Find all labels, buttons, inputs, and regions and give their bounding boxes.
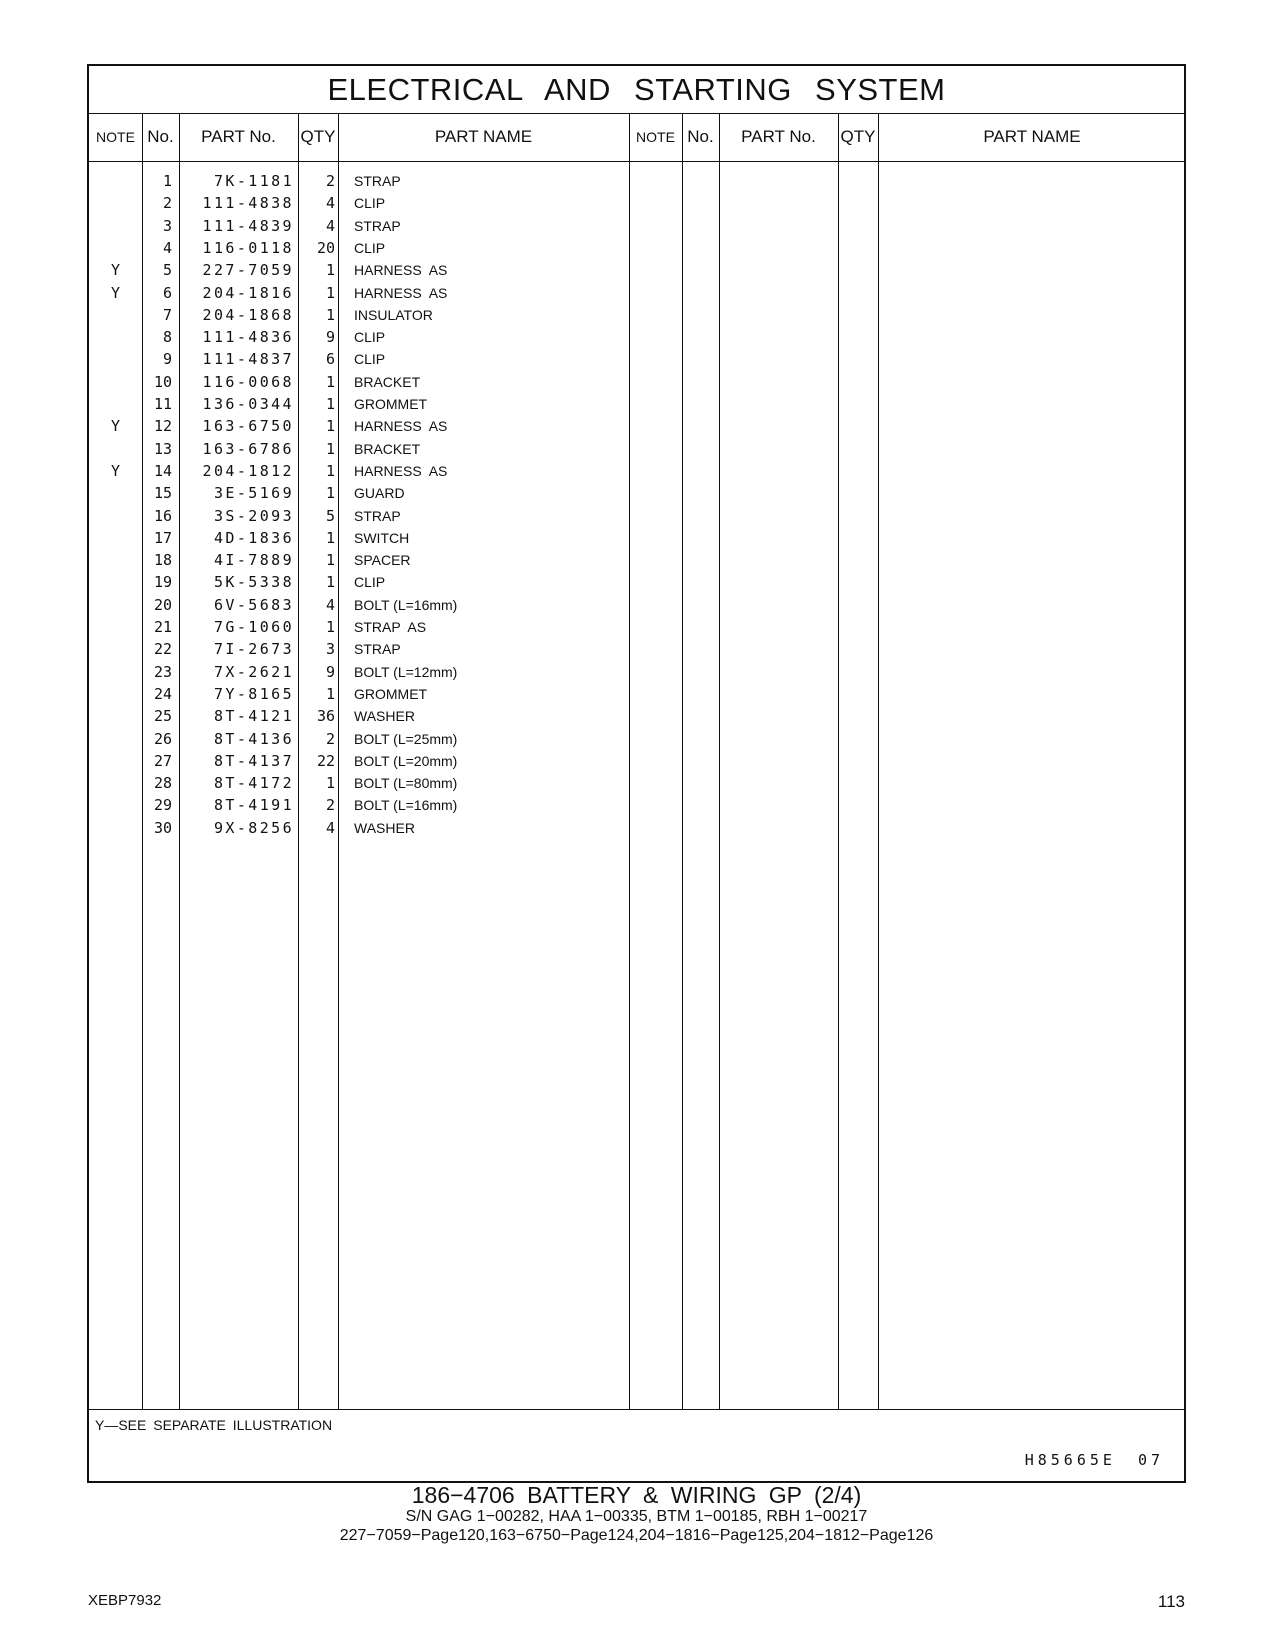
quantity-cell: 1 — [325, 684, 335, 703]
column-rule — [719, 113, 720, 1410]
item-number-cell: 5 — [162, 261, 172, 280]
header-qty-left: QTY — [300, 127, 336, 146]
quantity-cell: 1 — [325, 283, 335, 302]
item-number-cell: 10 — [153, 372, 172, 391]
table-row — [89, 616, 689, 639]
quantity-cell: 4 — [325, 595, 335, 614]
note-cell — [89, 527, 142, 550]
note-cell: Y — [110, 261, 121, 280]
note-cell — [89, 215, 142, 238]
quantity-cell: 4 — [325, 216, 335, 235]
quantity-cell: 2 — [325, 172, 335, 190]
part-number-cell: 111-4836 — [202, 328, 294, 347]
item-number-cell: 14 — [153, 461, 172, 480]
part-name-cell: GROMMET — [354, 396, 428, 412]
part-number-cell: 4I-7889 — [213, 551, 294, 570]
table-row — [89, 371, 689, 394]
part-name-cell: BOLT (L=16mm) — [354, 596, 458, 613]
part-number-cell: 8T-4121 — [213, 707, 294, 726]
table-row — [89, 817, 689, 840]
table-row — [89, 282, 689, 305]
table-row — [89, 326, 689, 349]
part-name-cell: HARNESS AS — [354, 262, 448, 279]
part-number-cell: 8T-4172 — [213, 774, 294, 793]
part-number-cell: 8T-4137 — [213, 751, 294, 770]
part-number-cell: 111-4837 — [202, 350, 294, 369]
item-number-cell: 23 — [153, 662, 172, 681]
quantity-cell: 1 — [325, 484, 335, 503]
item-number-cell: 2 — [162, 194, 172, 213]
part-name-cell: HARNESS AS — [354, 462, 448, 479]
quantity-cell: 1 — [325, 372, 335, 391]
item-number-cell: 13 — [153, 439, 172, 458]
part-name-cell: BOLT (L=16mm) — [354, 797, 458, 814]
part-number-cell: 6V-5683 — [213, 595, 294, 614]
drawing-code-rev: 07 — [1137, 1451, 1164, 1469]
part-number-cell: 163-6750 — [202, 417, 294, 436]
part-name-cell: GUARD — [354, 485, 405, 502]
quantity-cell: 9 — [325, 328, 335, 347]
quantity-cell: 22 — [316, 751, 335, 770]
header-part-no-left: PART No. — [201, 127, 276, 146]
item-number-cell: 12 — [153, 417, 172, 436]
note-cell — [89, 438, 142, 461]
note-cell — [89, 638, 142, 661]
part-name-cell: SWITCH — [354, 529, 410, 546]
quantity-cell: 4 — [325, 194, 335, 213]
part-name-cell: STRAP AS — [354, 619, 427, 635]
table-row — [89, 259, 689, 282]
table-row — [89, 594, 689, 617]
part-name-cell: WASHER — [354, 708, 415, 725]
table-row — [89, 638, 689, 661]
part-number-cell: 204-1812 — [202, 461, 294, 480]
header-part-no-right: PART No. — [741, 127, 816, 146]
item-number-cell: 25 — [153, 707, 172, 726]
part-name-cell: STRAP — [354, 217, 401, 234]
note-cell — [89, 772, 142, 795]
document-id: XEBP7932 — [88, 1592, 162, 1609]
item-number-cell: 29 — [153, 796, 172, 815]
part-name-cell: GROMMET — [354, 685, 428, 702]
table-row — [89, 772, 689, 795]
note-cell — [89, 571, 142, 594]
part-name-cell: BRACKET — [354, 440, 421, 457]
quantity-cell: 1 — [325, 395, 335, 413]
item-number-cell: 28 — [153, 774, 172, 793]
table-row — [89, 237, 689, 260]
part-number-cell: 8T-4191 — [213, 796, 294, 815]
item-number-cell: 20 — [153, 595, 172, 614]
note-cell — [89, 683, 142, 706]
quantity-cell: 1 — [325, 461, 335, 480]
quantity-cell: 9 — [325, 662, 335, 681]
part-name-cell: INSULATOR — [354, 306, 433, 323]
part-number-cell: 204-1816 — [202, 283, 294, 302]
part-number-cell: 227-7059 — [202, 261, 294, 280]
part-number-cell: 116-0068 — [202, 372, 294, 391]
item-number-cell: 9 — [162, 350, 172, 369]
note-cell — [89, 728, 142, 751]
part-name-cell: WASHER — [354, 819, 415, 836]
item-number-cell: 15 — [153, 484, 172, 503]
table-row — [89, 527, 689, 550]
header-part-name-right: PART NAME — [983, 127, 1081, 146]
item-number-cell: 11 — [153, 395, 172, 413]
note-cell — [89, 326, 142, 349]
header-divider — [89, 161, 1184, 162]
part-name-cell: BOLT (L=25mm) — [354, 730, 458, 747]
part-number-cell: 136-0344 — [202, 395, 294, 413]
note-cell — [89, 304, 142, 327]
quantity-cell: 2 — [325, 729, 335, 748]
quantity-cell: 3 — [325, 640, 335, 659]
part-number-cell: 9X-8256 — [213, 818, 294, 837]
note-cell — [89, 705, 142, 728]
item-number-cell: 6 — [162, 283, 172, 302]
quantity-cell: 1 — [325, 261, 335, 280]
item-number-cell: 24 — [153, 684, 172, 703]
part-name-cell: CLIP — [354, 329, 386, 346]
footer-divider — [89, 1409, 1184, 1410]
quantity-cell: 1 — [325, 305, 335, 324]
reference-caption: 227−7059−Page120,163−6750−Page124,204−1816−Page125,204−1812−Page126 — [339, 1527, 934, 1544]
drawing-code-id: H85665E — [1024, 1451, 1116, 1469]
footnote: Y—SEE SEPARATE ILLUSTRATION — [95, 1417, 333, 1433]
quantity-cell: 1 — [325, 551, 335, 570]
table-row — [89, 705, 689, 728]
note-cell — [89, 371, 142, 394]
note-cell — [89, 505, 142, 528]
table-row — [89, 482, 689, 505]
part-number-cell: 3E-5169 — [213, 484, 294, 503]
part-name-cell: CLIP — [354, 195, 386, 212]
item-number-cell: 4 — [162, 238, 172, 257]
table-row — [89, 750, 689, 773]
table-row — [89, 661, 689, 684]
part-number-cell: 3S-2093 — [213, 506, 294, 525]
quantity-cell: 1 — [325, 439, 335, 458]
part-name-cell: SPACER — [354, 552, 411, 569]
table-row — [89, 549, 689, 572]
part-name-cell: STRAP — [354, 641, 401, 658]
item-number-cell: 16 — [153, 506, 172, 525]
part-name-cell: STRAP — [354, 173, 401, 189]
item-number-cell: 8 — [162, 328, 172, 347]
item-number-cell: 30 — [153, 818, 172, 837]
part-number-cell: 111-4839 — [202, 216, 294, 235]
part-number-cell: 7X-2621 — [213, 662, 294, 681]
column-rule — [838, 113, 839, 1410]
part-number-cell: 7G-1060 — [213, 618, 294, 636]
note-cell: Y — [110, 283, 121, 302]
quantity-cell: 1 — [325, 573, 335, 592]
quantity-cell: 36 — [316, 707, 335, 726]
item-number-cell: 7 — [162, 305, 172, 324]
column-rule — [878, 113, 879, 1410]
note-cell: Y — [110, 417, 121, 436]
table-row — [89, 438, 689, 461]
note-cell — [89, 348, 142, 371]
part-number-cell: 5K-5338 — [213, 573, 294, 592]
note-cell — [89, 594, 142, 617]
drawing-code — [1025, 1451, 1164, 1469]
part-number-cell: 163-6786 — [202, 439, 294, 458]
table-row — [89, 794, 689, 817]
table-row — [89, 348, 689, 371]
table-row — [89, 415, 689, 438]
note-cell — [89, 237, 142, 260]
part-name-cell: BOLT (L=20mm) — [354, 752, 458, 769]
quantity-cell: 4 — [325, 818, 335, 837]
part-name-cell: HARNESS AS — [354, 284, 448, 301]
table-row — [89, 505, 689, 528]
item-number-cell: 1 — [162, 172, 172, 190]
part-name-cell: CLIP — [354, 239, 386, 256]
table-row — [89, 192, 689, 215]
note-cell — [89, 482, 142, 505]
note-cell — [89, 170, 142, 193]
header-qty-right: QTY — [840, 127, 876, 146]
quantity-cell: 1 — [325, 618, 335, 636]
quantity-cell: 2 — [325, 796, 335, 815]
quantity-cell: 1 — [325, 417, 335, 436]
part-number-cell: 111-4838 — [202, 194, 294, 213]
quantity-cell: 6 — [325, 350, 335, 369]
item-number-cell: 26 — [153, 729, 172, 748]
note-cell — [89, 393, 142, 416]
table-row — [89, 170, 689, 193]
page-number: 113 — [1157, 1592, 1185, 1611]
page-title: ELECTRICAL AND STARTING SYSTEM — [89, 66, 1184, 114]
header-note-right: NOTE — [636, 129, 675, 145]
item-number-cell: 17 — [153, 528, 172, 547]
serial-caption: S/N GAG 1−00282, HAA 1−00335, BTM 1−00185, RBH 1−00217 — [405, 1508, 868, 1525]
note-cell — [89, 794, 142, 817]
item-number-cell: 21 — [153, 618, 172, 636]
part-number-cell: 7Y-8165 — [213, 684, 294, 703]
part-name-cell: BOLT (L=12mm) — [354, 663, 458, 680]
note-cell — [89, 750, 142, 773]
table-row — [89, 393, 689, 416]
note-cell — [89, 661, 142, 684]
quantity-cell: 5 — [325, 506, 335, 525]
header-no-left: No. — [147, 127, 174, 146]
part-number-cell: 7K-1181 — [213, 172, 294, 190]
table-row — [89, 728, 689, 751]
table-row — [89, 683, 689, 706]
header-part-name-left: PART NAME — [434, 127, 533, 146]
part-name-cell: HARNESS AS — [354, 418, 448, 435]
part-number-cell: 204-1868 — [202, 305, 294, 324]
table-row — [89, 215, 689, 238]
table-row — [89, 460, 689, 483]
table-row — [89, 304, 689, 327]
quantity-cell: 1 — [325, 528, 335, 547]
header-no-right: No. — [687, 127, 714, 146]
header-note-left: NOTE — [96, 129, 135, 145]
part-name-cell: BRACKET — [354, 373, 421, 390]
item-number-cell: 27 — [153, 751, 172, 770]
quantity-cell: 20 — [316, 238, 335, 257]
note-cell — [89, 817, 142, 840]
item-number-cell: 19 — [153, 573, 172, 592]
part-number-cell: 116-0118 — [202, 238, 294, 257]
part-number-cell: 8T-4136 — [213, 729, 294, 748]
part-name-cell: STRAP — [354, 507, 401, 524]
part-name-cell: CLIP — [354, 351, 386, 368]
part-number-cell: 4D-1836 — [213, 528, 294, 547]
parts-list-frame — [87, 64, 1186, 1483]
part-name-cell: CLIP — [354, 574, 386, 591]
part-name-cell: BOLT (L=80mm) — [354, 775, 458, 792]
group-caption: 186−4706 BATTERY & WIRING GP (2/4) — [411, 1482, 862, 1508]
item-number-cell: 3 — [162, 216, 172, 235]
note-cell — [89, 549, 142, 572]
table-row — [89, 571, 689, 594]
part-number-cell: 7I-2673 — [213, 640, 294, 659]
note-cell: Y — [110, 461, 121, 480]
item-number-cell: 22 — [153, 640, 172, 659]
note-cell — [89, 192, 142, 215]
note-cell — [89, 616, 142, 639]
quantity-cell: 1 — [325, 774, 335, 793]
item-number-cell: 18 — [153, 551, 172, 570]
